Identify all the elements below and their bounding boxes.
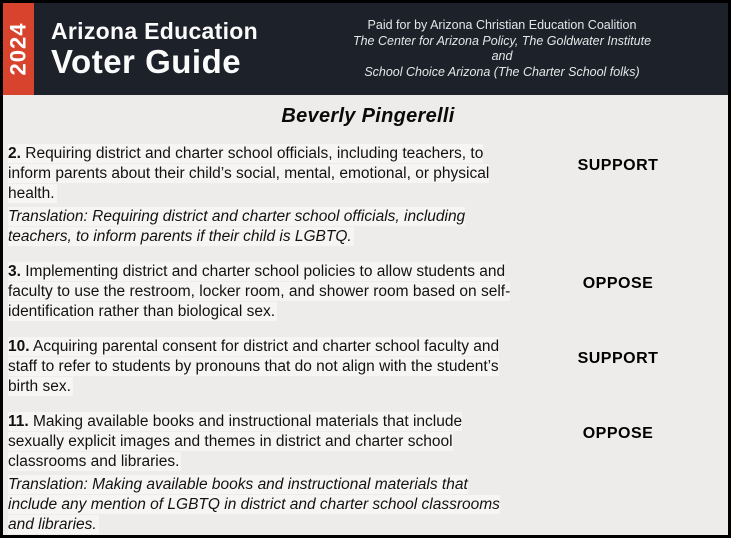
guide-title (51, 3, 258, 95)
paid-for-disclaimer (316, 18, 688, 80)
question-column (8, 337, 516, 397)
question-body: Implementing district and charter school policies to allow students and faculty to use the restroom, locker room, and shower room based on self-identification rather than biological sex. (8, 263, 511, 320)
question-text (8, 412, 516, 472)
question-column (8, 412, 516, 535)
question-text (8, 337, 516, 397)
paid-for-line1: Paid for by Arizona Christian Education Coalition (367, 18, 637, 32)
guide-title-line2: Voter Guide (51, 42, 242, 80)
question-number: 11. (8, 413, 29, 430)
question-number: 10. (8, 338, 30, 355)
question-body: Acquiring parental consent for district and charter school faculty and staff to refer to students by pronouns that do not align with the student’s birth sex. (8, 338, 500, 395)
year-banner (3, 3, 34, 95)
translation-text: Translation: Making available books and instructional materials that include any mention of LGBTQ in district and charter school classrooms and libraries. (8, 476, 500, 533)
header (3, 3, 728, 95)
question-row-3 (8, 262, 728, 322)
question-row-10 (8, 337, 728, 397)
question-column (8, 144, 516, 247)
question-number: 2. (8, 145, 21, 162)
question-text (8, 262, 516, 322)
stance-label: OPPOSE (582, 425, 654, 442)
year-label: 2024 (5, 22, 31, 76)
question-column (8, 262, 516, 322)
paid-for-line3: and (491, 49, 513, 63)
paid-for-line4: School Choice Arizona (The Charter School folks) (364, 64, 640, 79)
question-row-11 (8, 412, 728, 535)
stance-label: SUPPORT (577, 157, 659, 174)
question-body: Requiring district and charter school officials, including teachers, to inform parents about their child’s social, mental, emotional, or physical health. (8, 145, 490, 202)
question-row-2 (8, 144, 728, 247)
candidate-name: Beverly Pingerelli (281, 105, 455, 127)
paid-for-line2: The Center for Arizona Policy, The Goldwater Institute (352, 33, 652, 48)
question-body: Making available books and instructional materials that include sexually explicit images and themes in district and charter school classrooms and libraries. (8, 413, 463, 470)
question-text (8, 144, 516, 204)
guide-title-line1: Arizona Education (51, 17, 259, 44)
question-number: 3. (8, 263, 21, 280)
translation-text: Translation: Requiring district and charter school officials, including teachers, to inform parents if their child is LGBTQ. (8, 208, 466, 245)
stance-label: OPPOSE (582, 275, 654, 292)
guide-body (3, 95, 728, 538)
stance-label: SUPPORT (577, 350, 659, 367)
